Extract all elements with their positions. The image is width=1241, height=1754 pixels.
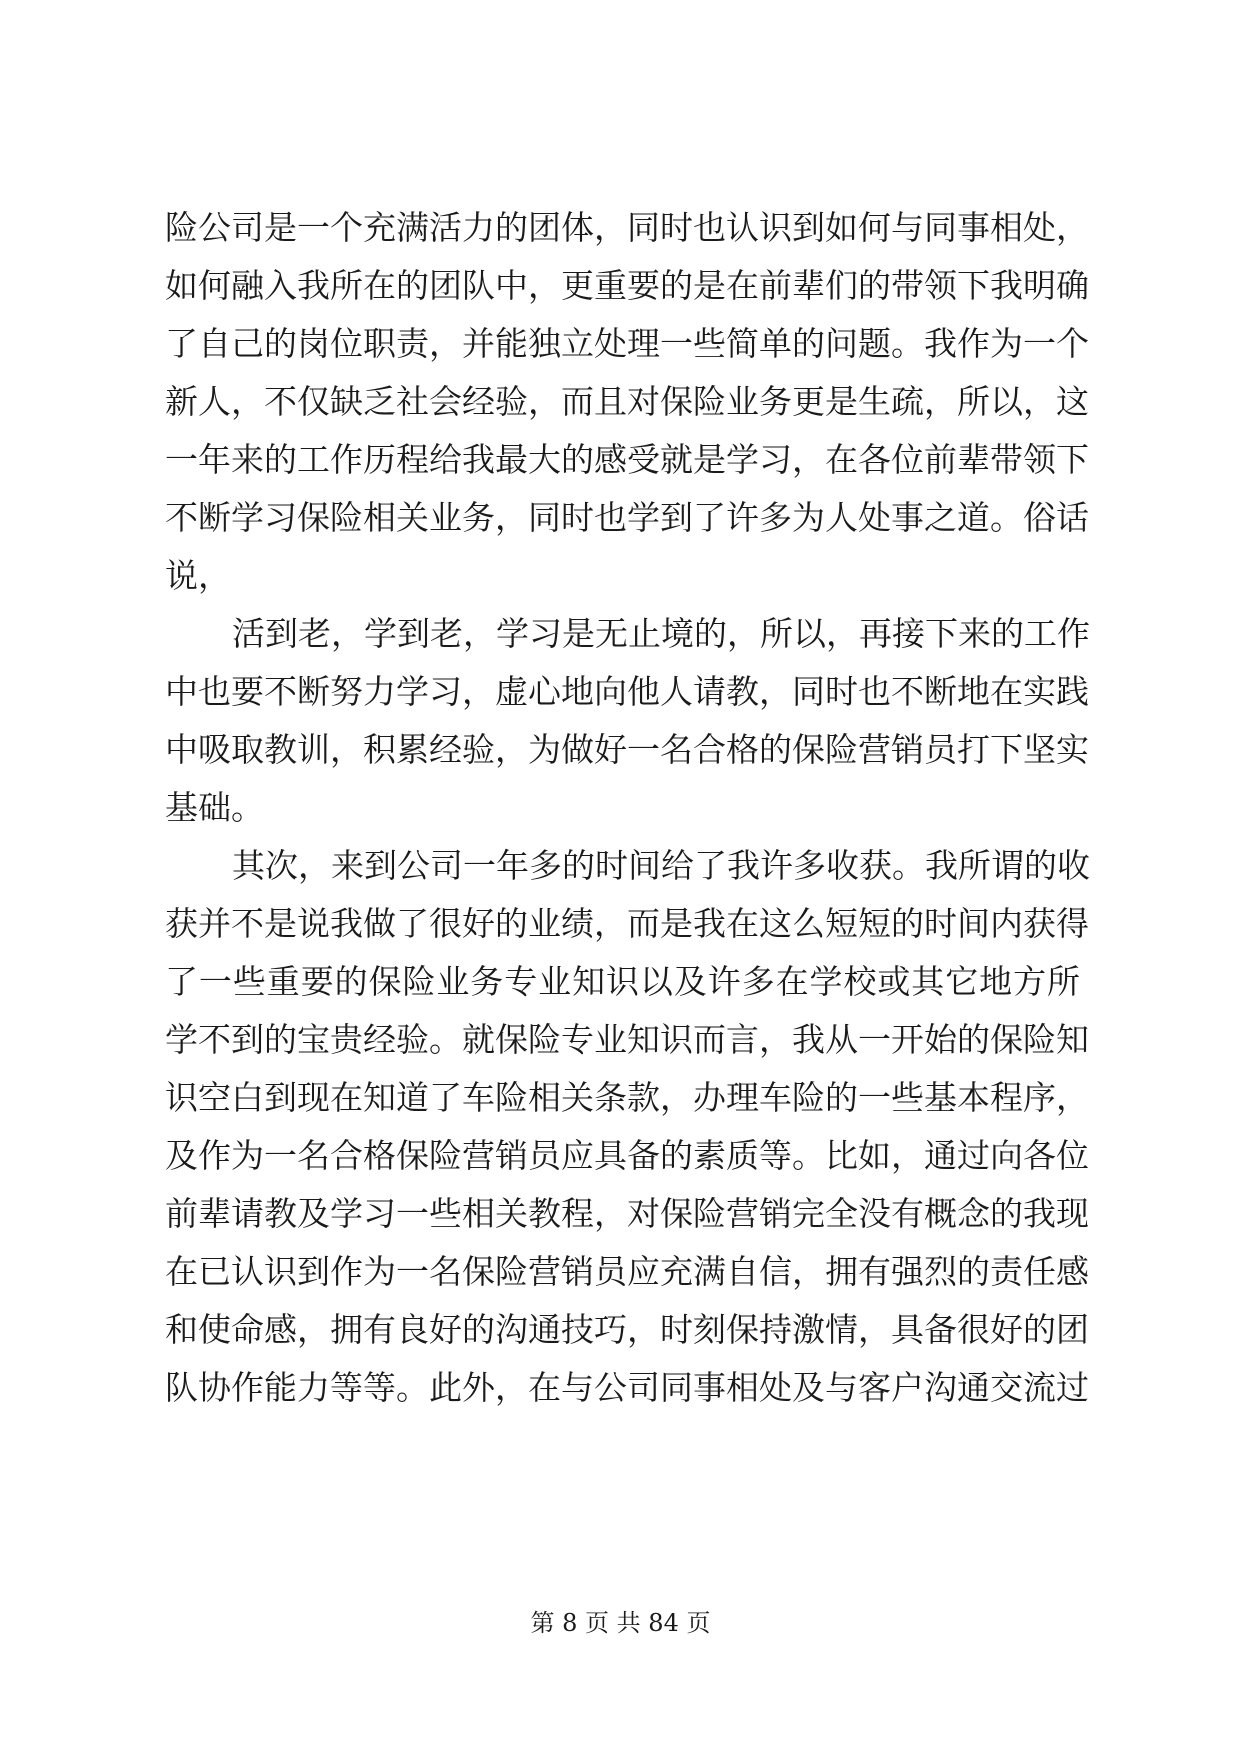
text-line: 了一些重要的保险业务专业知识以及许多在学校或其它地方所 [165,962,1080,1001]
text-line: 新人，不仅缺乏社会经验，而且对保险业务更是生疏，所以，这 [165,382,1089,421]
text-line: 险公司是一个充满活力的团体，同时也认识到如何与同事相处， [165,208,1089,247]
text-line: 和使命感，拥有良好的沟通技巧，时刻保持激情，具备很好的团 [165,1310,1089,1349]
text-line: 及作为一名合格保险营销员应具备的素质等。比如，通过向各位 [165,1136,1089,1175]
text-line: 中吸取教训，积累经验，为做好一名合格的保险营销员打下坚实 [165,730,1089,769]
text-line: 在已认识到作为一名保险营销员应充满自信，拥有强烈的责任感 [165,1252,1089,1291]
text-line: 中也要不断努力学习，虚心地向他人请教，同时也不断地在实践 [165,672,1089,711]
text-line: 识空白到现在知道了车险相关条款，办理车险的一些基本程序， [165,1078,1089,1117]
text-line: 队协作能力等等。此外，在与公司同事相处及与客户沟通交流过 [165,1368,1089,1407]
text-line: 说， [165,556,231,595]
text-line: 了自己的岗位职责，并能独立处理一些简单的问题。我作为一个 [165,324,1089,363]
text-line: 不断学习保险相关业务，同时也学到了许多为人处事之道。俗话 [165,498,1089,537]
text-line: 前辈请教及学习一些相关教程，对保险营销完全没有概念的我现 [165,1194,1089,1233]
text-line: 活到老，学到老，学习是无止境的，所以，再接下来的工作 [232,614,1090,653]
text-line: 其次，来到公司一年多的时间给了我许多收获。我所谓的收 [232,846,1090,885]
page-number-footer: 第 8 页 共 84 页 [530,1609,711,1637]
text-line: 获并不是说我做了很好的业绩，而是我在这么短短的时间内获得 [165,904,1089,943]
text-line: 一年来的工作历程给我最大的感受就是学习，在各位前辈带领下 [165,440,1089,479]
text-line: 如何融入我所在的团队中，更重要的是在前辈们的带领下我明确 [165,266,1089,305]
text-line: 学不到的宝贵经验。就保险专业知识而言，我从一开始的保险知 [165,1020,1089,1059]
text-line: 基础。 [165,788,264,827]
